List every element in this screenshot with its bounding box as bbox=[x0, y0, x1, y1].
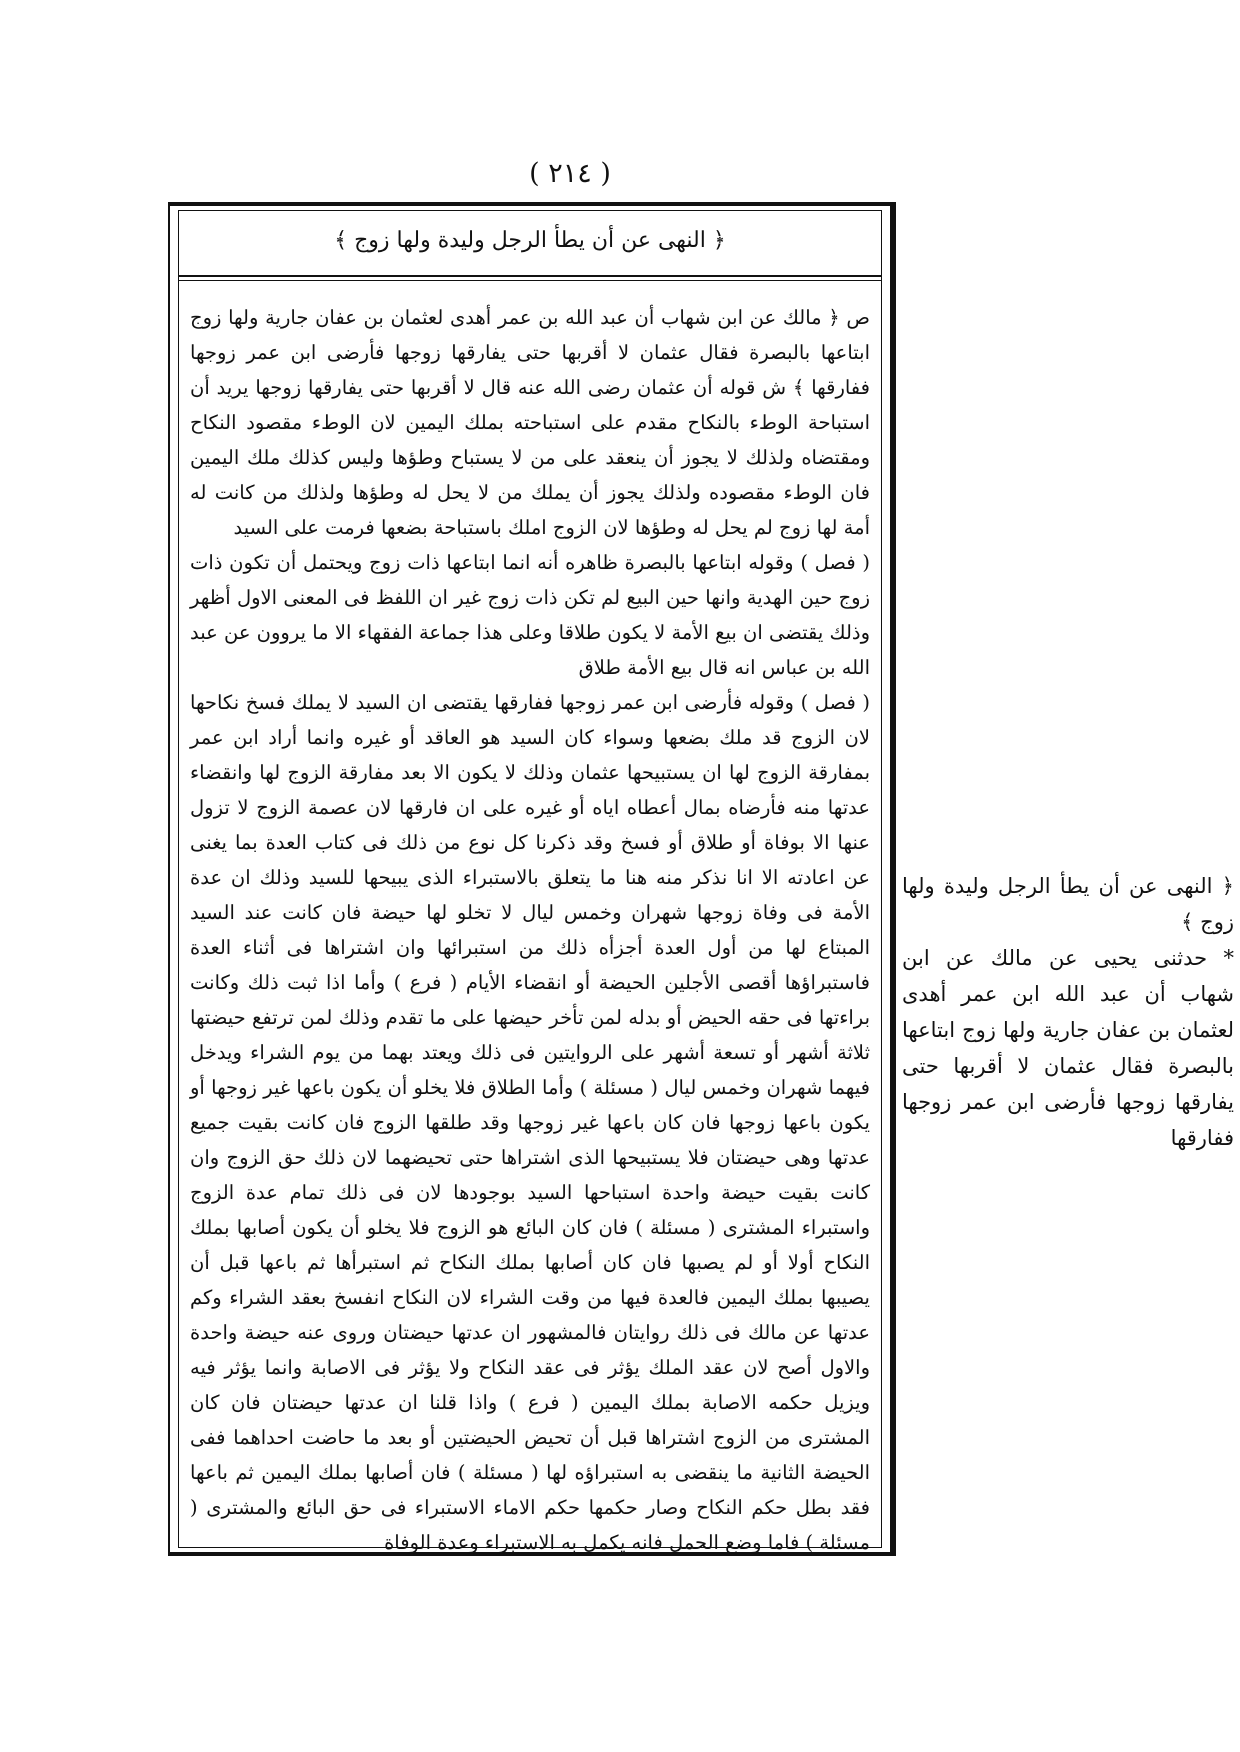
header-divider bbox=[178, 275, 882, 277]
marginal-note bbox=[902, 868, 1234, 1156]
paragraph: ( فصل ) وقوله ابتاعها بالبصرة ظاهره أنه انما ابتاعها ذات زوج ويحتمل أن تكون ذات زوج حين الهدية وانها حين البيع لم تكن ذات زوج غير ان اللفظ فى المعنى الاول أظهر وذلك يقتضى ان بيع الأمة لا يكون طلاقا وعلى هذا جماعة الفقهاء الا ما يروون عن عبد الله بن عباس انه قال بيع الأمة طلاق bbox=[190, 551, 870, 679]
marginal-note-text: * حدثنى يحيى عن مالك عن ابن شهاب أن عبد الله ابن عمر أهدى لعثمان بن عفان جارية ولها زوج ابتاعها بالبصرة فقال عثمان لا أقربها حتى يفارقها زوجها فأرضى ابن عمر زوجها ففارقها bbox=[902, 946, 1234, 1150]
page-number: ( ٢١٤ ) bbox=[529, 158, 611, 189]
header-divider-secondary bbox=[178, 280, 882, 281]
marginal-note-heading: ﴿ النهى عن أن يطأ الرجل وليدة ولها زوج ﴾ bbox=[902, 874, 1234, 934]
paragraph: ( فصل ) وقوله فأرضى ابن عمر زوجها ففارقها يقتضى ان السيد لا يملك فسخ نكاحها لان الزوج قد ملك بضعها وسواء كان السيد هو العاقد أو غيره وانما أراد ابن عمر بمفارقة الزوج لها ان يستبيحها عثمان وذلك لا يكون الا بعد مفارقة الزوج لها وانقضاء عدتها منه فأرضاه بمال أعطاه اياه أو غيره على ان فارقها لان عصمة الزوج لا تزول عنها الا بوفاة أو طلاق أو فسخ وقد ذكرنا كل نوع من ذلك فى كتاب العدة بما يغنى عن اعادته الا انا نذكر منه هنا ما يتعلق بالاستبراء الذى يبيحها للسيد وذلك ان عدة الأمة فى وفاة زوجها شهران وخمس ليال لا تخلو لها حيضة فان كانت عند السيد المبتاع لها من أول العدة أجزأه ذلك من استبرائها وان اشتراها فى أثناء العدة فاستبراؤها أقصى الأجلين الحيضة أو انقضاء الأيام ( فرع ) وأما اذا ثبت ذلك وكانت براءتها فى حقه الحيض أو بدله لمن تأخر حيضها على ما تقدم وذلك لمن ترتفع حيضتها ثلاثة أشهر أو تسعة أشهر على الروايتين فى ذلك ويعتد بهما من يوم الشراء ويدخل فيهما شهران وخمس ليال ( مسئلة ) وأما الطلاق فلا يخلو أن يكون باعها غير زوجها أو يكون باعها زوجها فان كان باعها غير زوجها وقد طلقها الزوج فان كانت بقيت جميع عدتها وهى حيضتان فلا يستبيحها الذى اشتراها حتى تحيضهما لان ذلك حق الزوج وان كانت بقيت حيضة واحدة استباحها السيد بوجودها لان فى ذلك تمام عدة الزوج واستبراء المشترى ( مسئلة ) فان كان البائع هو الزوج فلا يخلو أن يكون أصابها بملك النكاح أولا أو لم يصبها فان كان أصابها بملك النكاح ثم استبرأها ثم باعها قبل أن يصيبها بملك اليمين فالعدة فيها من وقت الشراء لان النكاح انفسخ بعقد الشراء وكم عدتها عن مالك فى ذلك روايتان فالمشهور ان عدتها حيضتان وروى عنه حيضة واحدة والاول أصح لان عقد الملك يؤثر فى عقد النكاح ولا يؤثر فى الاصابة وانما يؤثر فيه ويزيل حكمه الاصابة بملك اليمين ( فرع ) واذا قلنا ان عدتها حيضتان فان كان المشترى من الزوج اشتراها قبل أن تحيض الحيضتين أو بعد ما حاضت احداهما ففى الحيضة الثانية ما ينقضى به استبراؤه لها ( مسئلة ) فان أصابها بملك اليمين ثم باعها فقد بطل حكم النكاح وصار حكمها حكم الاماء الاستبراء فى حق البائع والمشترى ( مسئلة ) فاما وضع الحمل فانه يكمل به الاستبراء وعدة الوفاة bbox=[190, 691, 870, 1554]
commentary-body bbox=[190, 300, 870, 1554]
paragraph: ص ﴿ مالك عن ابن شهاب أن عبد الله بن عمر أهدى لعثمان بن عفان جارية ولها زوج ابتاعها بالبصرة فقال عثمان لا أقربها حتى يفارقها زوجها فأرضى ابن عمر زوجها ففارقها ﴾ ش قوله أن عثمان رضى الله عنه قال لا أقربها حتى يفارقها زوجها يريد أن استباحة الوطء بالنكاح مقدم على استباحته بملك اليمين لان الوطء مقصود النكاح ومقتضاه ولذلك لا يجوز أن ينعقد على من لا يستباح وطؤها وليس كذلك ملك اليمين فان الوطء مقصوده ولذلك يجوز أن يملك من لا يحل له وطؤها ولذلك من كانت له أمة لها زوج لم يحل له وطؤها لان الزوج املك باستباحة بضعها فرمت على السيد bbox=[190, 306, 870, 539]
chapter-title: ﴿ النهى عن أن يطأ الرجل وليدة ولها زوج ﴾ bbox=[334, 228, 726, 253]
